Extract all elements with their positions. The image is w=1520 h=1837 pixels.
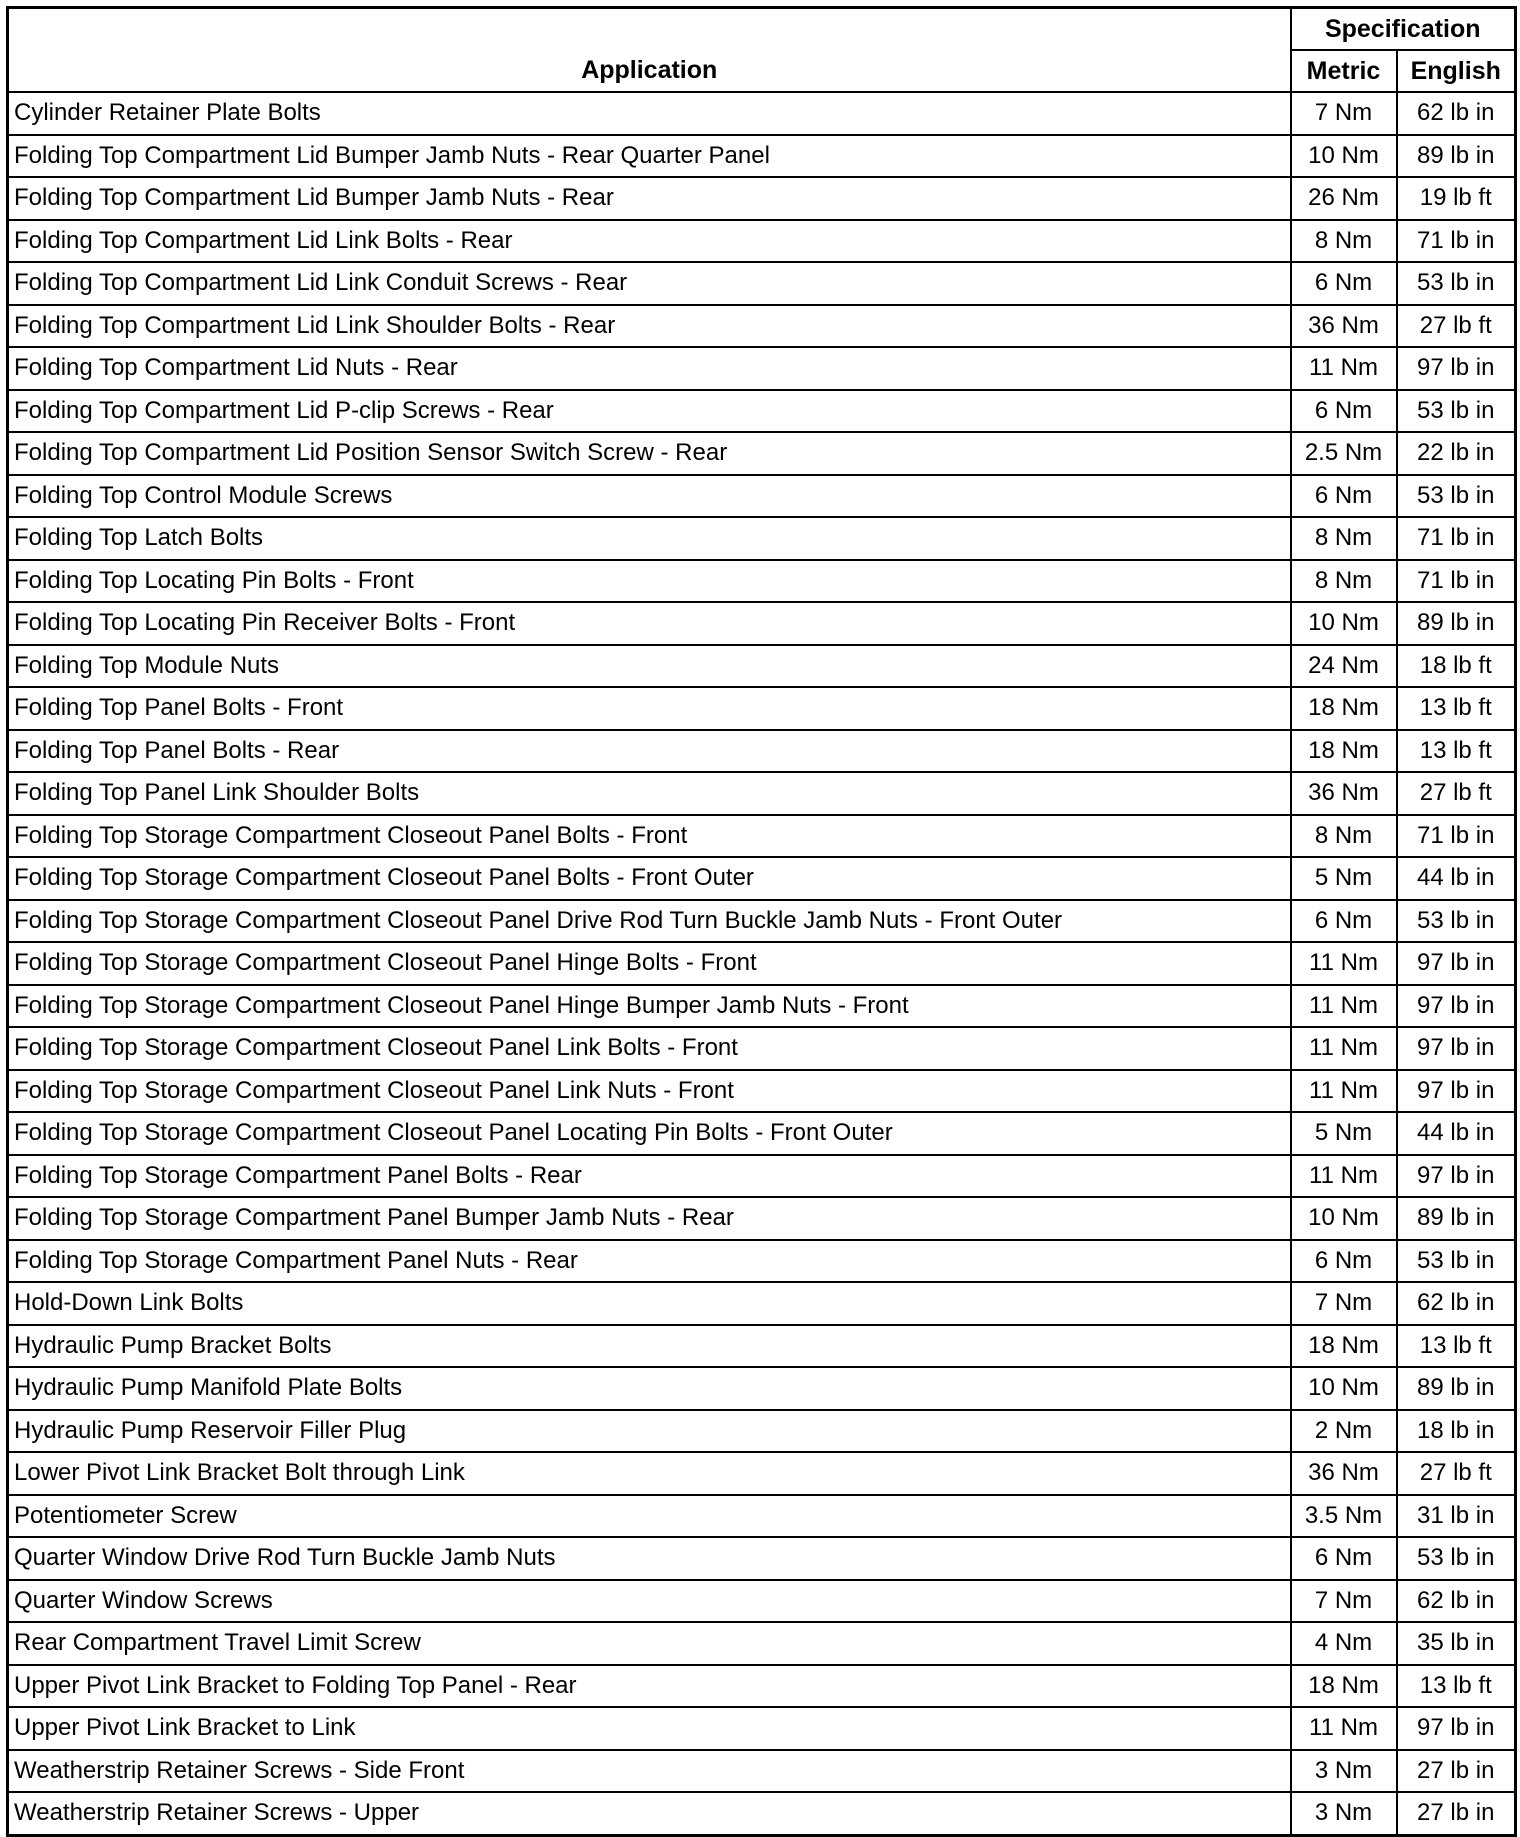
application-cell: Folding Top Control Module Screws — [8, 475, 1291, 518]
metric-cell: 11 Nm — [1291, 1070, 1397, 1113]
english-cell: 53 lb in — [1397, 262, 1516, 305]
application-cell: Folding Top Compartment Lid Bumper Jamb Nuts - Rear Quarter Panel — [8, 135, 1291, 178]
metric-cell: 18 Nm — [1291, 730, 1397, 773]
english-cell: 97 lb in — [1397, 1027, 1516, 1070]
table-header — [8, 8, 1516, 93]
application-cell: Weatherstrip Retainer Screws - Upper — [8, 1792, 1291, 1835]
metric-cell: 4 Nm — [1291, 1622, 1397, 1665]
metric-cell: 11 Nm — [1291, 985, 1397, 1028]
table-row — [8, 602, 1516, 645]
metric-cell: 18 Nm — [1291, 687, 1397, 730]
metric-header: Metric — [1291, 50, 1397, 92]
table-row — [8, 900, 1516, 943]
table-row — [8, 1537, 1516, 1580]
metric-cell: 11 Nm — [1291, 1155, 1397, 1198]
metric-cell: 7 Nm — [1291, 1580, 1397, 1623]
application-cell: Folding Top Compartment Lid Bumper Jamb Nuts - Rear — [8, 177, 1291, 220]
metric-cell: 10 Nm — [1291, 602, 1397, 645]
application-cell: Rear Compartment Travel Limit Screw — [8, 1622, 1291, 1665]
english-cell: 97 lb in — [1397, 985, 1516, 1028]
english-cell: 97 lb in — [1397, 942, 1516, 985]
table-row — [8, 942, 1516, 985]
metric-cell: 5 Nm — [1291, 1112, 1397, 1155]
application-cell: Hydraulic Pump Reservoir Filler Plug — [8, 1410, 1291, 1453]
metric-cell: 26 Nm — [1291, 177, 1397, 220]
metric-cell: 6 Nm — [1291, 475, 1397, 518]
table-row — [8, 1452, 1516, 1495]
application-cell: Folding Top Storage Compartment Panel Bolts - Rear — [8, 1155, 1291, 1198]
english-cell: 53 lb in — [1397, 390, 1516, 433]
application-cell: Folding Top Locating Pin Bolts - Front — [8, 560, 1291, 603]
table-row — [8, 517, 1516, 560]
english-cell: 13 lb ft — [1397, 730, 1516, 773]
metric-cell: 2.5 Nm — [1291, 432, 1397, 475]
metric-cell: 36 Nm — [1291, 1452, 1397, 1495]
english-cell: 62 lb in — [1397, 1580, 1516, 1623]
application-cell: Folding Top Storage Compartment Closeout Panel Bolts - Front — [8, 815, 1291, 858]
english-cell: 27 lb in — [1397, 1750, 1516, 1793]
metric-cell: 6 Nm — [1291, 1240, 1397, 1283]
metric-cell: 8 Nm — [1291, 220, 1397, 263]
application-cell: Folding Top Storage Compartment Closeout Panel Link Bolts - Front — [8, 1027, 1291, 1070]
english-cell: 53 lb in — [1397, 1537, 1516, 1580]
metric-cell: 8 Nm — [1291, 560, 1397, 603]
table-row — [8, 1750, 1516, 1793]
application-cell: Potentiometer Screw — [8, 1495, 1291, 1538]
table-row — [8, 1792, 1516, 1835]
table-row — [8, 1707, 1516, 1750]
application-cell: Folding Top Storage Compartment Closeout Panel Locating Pin Bolts - Front Outer — [8, 1112, 1291, 1155]
metric-cell: 11 Nm — [1291, 1707, 1397, 1750]
english-cell: 71 lb in — [1397, 560, 1516, 603]
english-cell: 71 lb in — [1397, 815, 1516, 858]
application-cell: Folding Top Storage Compartment Closeout Panel Drive Rod Turn Buckle Jamb Nuts - Front Outer — [8, 900, 1291, 943]
english-cell: 35 lb in — [1397, 1622, 1516, 1665]
application-cell: Upper Pivot Link Bracket to Link — [8, 1707, 1291, 1750]
english-cell: 44 lb in — [1397, 857, 1516, 900]
metric-cell: 6 Nm — [1291, 1537, 1397, 1580]
metric-cell: 11 Nm — [1291, 942, 1397, 985]
metric-cell: 3 Nm — [1291, 1750, 1397, 1793]
application-cell: Lower Pivot Link Bracket Bolt through Link — [8, 1452, 1291, 1495]
metric-cell: 7 Nm — [1291, 92, 1397, 135]
torque-spec-table — [6, 6, 1517, 1837]
metric-cell: 8 Nm — [1291, 815, 1397, 858]
english-cell: 53 lb in — [1397, 475, 1516, 518]
metric-cell: 10 Nm — [1291, 1197, 1397, 1240]
application-cell: Folding Top Compartment Lid Position Sensor Switch Screw - Rear — [8, 432, 1291, 475]
table-row — [8, 1112, 1516, 1155]
table-row — [8, 305, 1516, 348]
metric-cell: 2 Nm — [1291, 1410, 1397, 1453]
application-cell: Folding Top Storage Compartment Closeout Panel Bolts - Front Outer — [8, 857, 1291, 900]
english-cell: 71 lb in — [1397, 517, 1516, 560]
application-cell: Folding Top Compartment Lid Link Conduit Screws - Rear — [8, 262, 1291, 305]
table-body — [8, 92, 1516, 1835]
specification-header: Specification — [1291, 8, 1516, 51]
table-row — [8, 1325, 1516, 1368]
application-cell: Folding Top Locating Pin Receiver Bolts - Front — [8, 602, 1291, 645]
table-row — [8, 220, 1516, 263]
english-cell: 27 lb ft — [1397, 772, 1516, 815]
application-cell: Folding Top Compartment Lid Link Shoulder Bolts - Rear — [8, 305, 1291, 348]
metric-cell: 6 Nm — [1291, 390, 1397, 433]
metric-cell: 3.5 Nm — [1291, 1495, 1397, 1538]
english-cell: 97 lb in — [1397, 347, 1516, 390]
table-row — [8, 1027, 1516, 1070]
application-cell: Folding Top Panel Bolts - Front — [8, 687, 1291, 730]
application-cell: Folding Top Storage Compartment Panel Bumper Jamb Nuts - Rear — [8, 1197, 1291, 1240]
table-row — [8, 475, 1516, 518]
english-cell: 53 lb in — [1397, 1240, 1516, 1283]
table-row — [8, 772, 1516, 815]
english-cell: 62 lb in — [1397, 92, 1516, 135]
english-cell: 27 lb ft — [1397, 305, 1516, 348]
application-cell: Weatherstrip Retainer Screws - Side Front — [8, 1750, 1291, 1793]
application-cell: Quarter Window Drive Rod Turn Buckle Jamb Nuts — [8, 1537, 1291, 1580]
application-cell: Folding Top Storage Compartment Closeout Panel Hinge Bolts - Front — [8, 942, 1291, 985]
english-cell: 89 lb in — [1397, 135, 1516, 178]
metric-cell: 24 Nm — [1291, 645, 1397, 688]
metric-cell: 11 Nm — [1291, 347, 1397, 390]
application-cell: Folding Top Storage Compartment Closeout Panel Hinge Bumper Jamb Nuts - Front — [8, 985, 1291, 1028]
english-header: English — [1397, 50, 1516, 92]
table-row — [8, 730, 1516, 773]
english-cell: 97 lb in — [1397, 1707, 1516, 1750]
metric-cell: 6 Nm — [1291, 900, 1397, 943]
metric-cell: 18 Nm — [1291, 1665, 1397, 1708]
english-cell: 22 lb in — [1397, 432, 1516, 475]
english-cell: 18 lb ft — [1397, 645, 1516, 688]
application-cell: Quarter Window Screws — [8, 1580, 1291, 1623]
english-cell: 44 lb in — [1397, 1112, 1516, 1155]
english-cell: 97 lb in — [1397, 1070, 1516, 1113]
english-cell: 53 lb in — [1397, 900, 1516, 943]
table-row — [8, 857, 1516, 900]
application-cell: Folding Top Compartment Lid Nuts - Rear — [8, 347, 1291, 390]
table-row — [8, 390, 1516, 433]
english-cell: 97 lb in — [1397, 1155, 1516, 1198]
application-cell: Hold-Down Link Bolts — [8, 1282, 1291, 1325]
table-row — [8, 1622, 1516, 1665]
english-cell: 13 lb ft — [1397, 1325, 1516, 1368]
application-cell: Cylinder Retainer Plate Bolts — [8, 92, 1291, 135]
table-row — [8, 560, 1516, 603]
english-cell: 19 lb ft — [1397, 177, 1516, 220]
application-cell: Folding Top Compartment Lid P-clip Screws - Rear — [8, 390, 1291, 433]
english-cell: 62 lb in — [1397, 1282, 1516, 1325]
table-row — [8, 1070, 1516, 1113]
table-row — [8, 1155, 1516, 1198]
metric-cell: 36 Nm — [1291, 305, 1397, 348]
english-cell: 71 lb in — [1397, 220, 1516, 263]
table-row — [8, 1495, 1516, 1538]
table-row — [8, 1240, 1516, 1283]
english-cell: 89 lb in — [1397, 602, 1516, 645]
table-row — [8, 92, 1516, 135]
table-row — [8, 177, 1516, 220]
english-cell: 27 lb ft — [1397, 1452, 1516, 1495]
application-cell: Folding Top Storage Compartment Closeout Panel Link Nuts - Front — [8, 1070, 1291, 1113]
table-row — [8, 985, 1516, 1028]
english-cell: 89 lb in — [1397, 1197, 1516, 1240]
application-cell: Folding Top Panel Link Shoulder Bolts — [8, 772, 1291, 815]
application-cell: Hydraulic Pump Manifold Plate Bolts — [8, 1367, 1291, 1410]
table-row — [8, 1410, 1516, 1453]
english-cell: 18 lb in — [1397, 1410, 1516, 1453]
application-cell: Hydraulic Pump Bracket Bolts — [8, 1325, 1291, 1368]
metric-cell: 10 Nm — [1291, 135, 1397, 178]
table-row — [8, 347, 1516, 390]
application-cell: Upper Pivot Link Bracket to Folding Top Panel - Rear — [8, 1665, 1291, 1708]
english-cell: 13 lb ft — [1397, 1665, 1516, 1708]
table-row — [8, 1580, 1516, 1623]
metric-cell: 5 Nm — [1291, 857, 1397, 900]
metric-cell: 3 Nm — [1291, 1792, 1397, 1835]
english-cell: 89 lb in — [1397, 1367, 1516, 1410]
table-row — [8, 1282, 1516, 1325]
table-row — [8, 687, 1516, 730]
table-row — [8, 135, 1516, 178]
metric-cell: 10 Nm — [1291, 1367, 1397, 1410]
metric-cell: 7 Nm — [1291, 1282, 1397, 1325]
table-row — [8, 1665, 1516, 1708]
table-row — [8, 262, 1516, 305]
application-cell: Folding Top Latch Bolts — [8, 517, 1291, 560]
metric-cell: 11 Nm — [1291, 1027, 1397, 1070]
metric-cell: 8 Nm — [1291, 517, 1397, 560]
metric-cell: 36 Nm — [1291, 772, 1397, 815]
english-cell: 13 lb ft — [1397, 687, 1516, 730]
application-cell: Folding Top Panel Bolts - Rear — [8, 730, 1291, 773]
application-cell: Folding Top Compartment Lid Link Bolts - Rear — [8, 220, 1291, 263]
application-header: Application — [8, 8, 1291, 93]
application-cell: Folding Top Module Nuts — [8, 645, 1291, 688]
table-row — [8, 645, 1516, 688]
application-cell: Folding Top Storage Compartment Panel Nuts - Rear — [8, 1240, 1291, 1283]
table-row — [8, 1367, 1516, 1410]
english-cell: 27 lb in — [1397, 1792, 1516, 1835]
table-row — [8, 432, 1516, 475]
table-row — [8, 815, 1516, 858]
english-cell: 31 lb in — [1397, 1495, 1516, 1538]
metric-cell: 6 Nm — [1291, 262, 1397, 305]
metric-cell: 18 Nm — [1291, 1325, 1397, 1368]
table-row — [8, 1197, 1516, 1240]
